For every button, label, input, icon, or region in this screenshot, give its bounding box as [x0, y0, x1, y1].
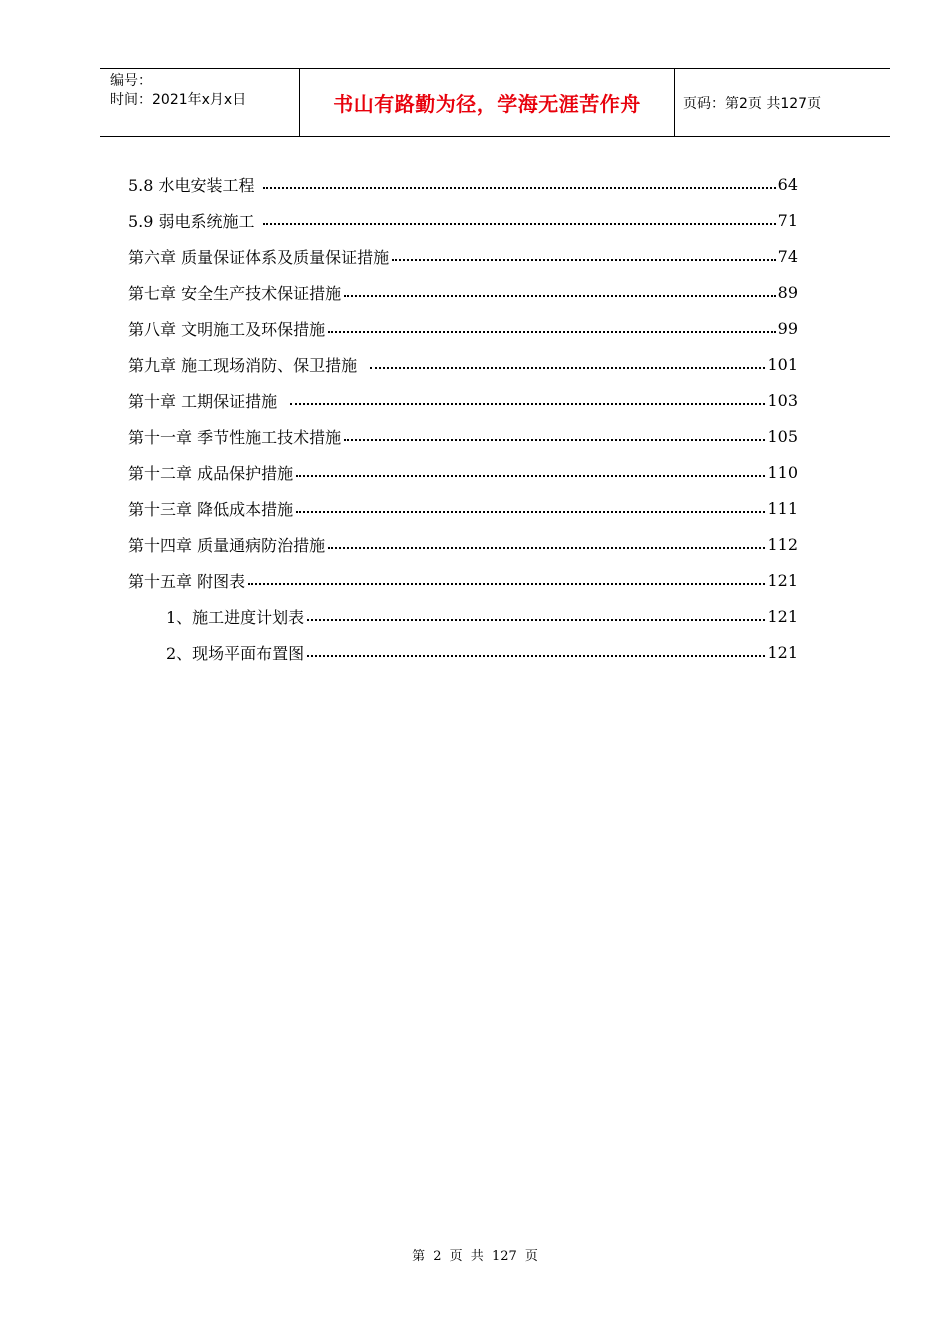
- toc-entry-page: 89: [777, 282, 798, 302]
- toc-entry-title: 5.9 弱电系统施工: [128, 209, 262, 232]
- toc-entry[interactable]: [128, 634, 798, 670]
- footer-total-word: 共: [470, 1249, 484, 1264]
- toc-entry[interactable]: [128, 202, 798, 238]
- toc-entry-page: 121: [767, 606, 798, 626]
- header-meta: [100, 69, 300, 136]
- table-of-contents: [128, 166, 798, 670]
- toc-entry-page: 112: [767, 534, 798, 554]
- toc-entry-title: 2、现场平面布置图: [166, 641, 306, 664]
- header-page-info: 页码：第2页 共127页: [683, 95, 822, 112]
- toc-entry-title: 第八章 文明施工及环保措施: [128, 317, 327, 340]
- page-footer: [0, 1245, 950, 1264]
- document-number-label: 编号：: [110, 73, 152, 89]
- footer-total-pages: 127: [491, 1249, 517, 1264]
- toc-entry[interactable]: [128, 562, 798, 598]
- toc-entry[interactable]: [128, 238, 798, 274]
- toc-dot-leader: [248, 583, 765, 585]
- toc-dot-leader: [263, 187, 776, 189]
- toc-dot-leader: [328, 547, 765, 549]
- header-motto: 书山有路勤为径，学海无涯苦作舟: [300, 69, 675, 136]
- toc-dot-leader: [328, 331, 776, 333]
- toc-entry-page: 64: [777, 174, 798, 194]
- toc-entry-title: 第十章 工期保证措施: [128, 389, 289, 412]
- toc-dot-leader: [307, 619, 765, 621]
- toc-entry-page: 121: [767, 570, 798, 590]
- toc-entry[interactable]: [128, 418, 798, 454]
- toc-entry-title: 第十四章 质量通病防治措施: [128, 533, 327, 556]
- toc-entry-page: 101: [767, 354, 798, 374]
- toc-entry[interactable]: [128, 454, 798, 490]
- footer-page-word: 页: [449, 1249, 463, 1264]
- toc-entry-page: 99: [777, 318, 798, 338]
- document-date: 时间：2021年x月x日: [110, 92, 247, 108]
- toc-entry-page: 110: [767, 462, 798, 482]
- toc-dot-leader: [296, 475, 765, 477]
- toc-dot-leader: [307, 655, 765, 657]
- toc-entry-page: 105: [767, 426, 798, 446]
- toc-entry[interactable]: [128, 490, 798, 526]
- toc-entry-title: 第十一章 季节性施工技术措施: [128, 425, 343, 448]
- toc-dot-leader: [290, 403, 765, 405]
- toc-entry-title: 第六章 质量保证体系及质量保证措施: [128, 245, 391, 268]
- toc-entry-page: 121: [767, 642, 798, 662]
- toc-dot-leader: [344, 439, 765, 441]
- toc-entry[interactable]: [128, 598, 798, 634]
- toc-entry-title: 1、施工进度计划表: [166, 605, 306, 628]
- toc-entry-page: 71: [777, 210, 798, 230]
- toc-entry-title: 第十二章 成品保护措施: [128, 461, 295, 484]
- toc-entry-title: 第十三章 降低成本措施: [128, 497, 295, 520]
- toc-dot-leader: [263, 223, 776, 225]
- toc-entry[interactable]: [128, 526, 798, 562]
- page-header: [100, 68, 890, 137]
- toc-entry-title: 第七章 安全生产技术保证措施: [128, 281, 343, 304]
- footer-prefix: 第: [412, 1249, 426, 1264]
- toc-entry[interactable]: [128, 274, 798, 310]
- toc-entry[interactable]: [128, 166, 798, 202]
- toc-dot-leader: [296, 511, 765, 513]
- toc-entry[interactable]: [128, 382, 798, 418]
- toc-entry[interactable]: [128, 310, 798, 346]
- toc-entry-page: 103: [767, 390, 798, 410]
- footer-current-page: 2: [433, 1249, 442, 1264]
- toc-entry-title: 第九章 施工现场消防、保卫措施: [128, 353, 369, 376]
- footer-page-word-2: 页: [524, 1249, 538, 1264]
- toc-entry-page: 111: [767, 498, 798, 518]
- toc-entry[interactable]: [128, 346, 798, 382]
- toc-entry-title: 第十五章 附图表: [128, 569, 247, 592]
- toc-dot-leader: [392, 259, 776, 261]
- toc-entry-page: 74: [777, 246, 798, 266]
- toc-dot-leader: [370, 367, 765, 369]
- toc-entry-title: 5.8 水电安装工程: [128, 173, 262, 196]
- toc-dot-leader: [344, 295, 776, 297]
